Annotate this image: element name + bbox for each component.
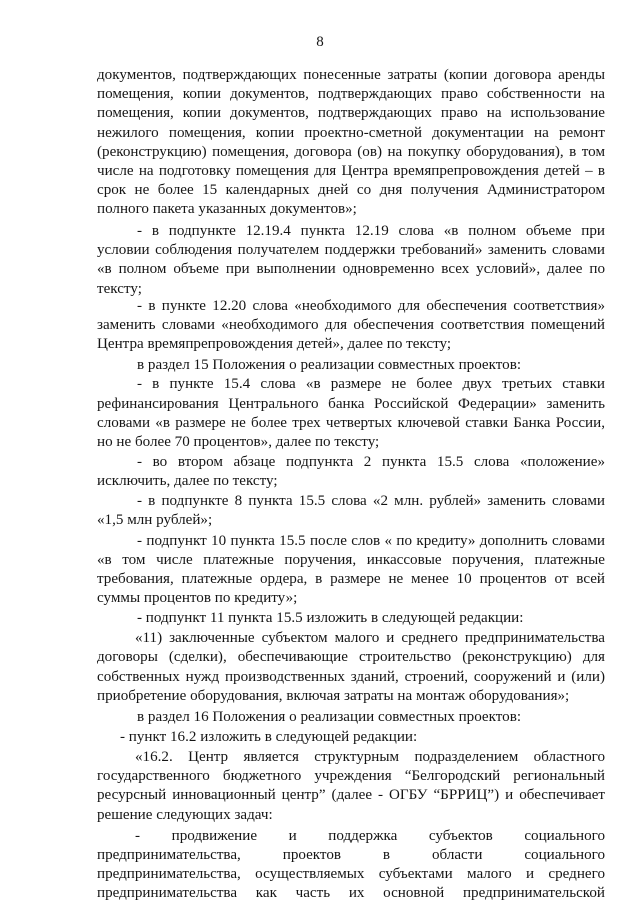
text-line: суммы процентов по кредиту»; <box>97 590 298 606</box>
text-line: заменить словами «необходимого для обеспечения соответствия помещений <box>97 317 605 333</box>
text-line: - в пункте 12.20 слова «необходимого для обеспечения соответствия» <box>137 297 605 314</box>
text-line: (реконструкцию) помещения, договора (ов) на покупку оборудования), в том <box>97 143 605 160</box>
text-line: числе на подготовку помещения для Центра времяпрепровождения детей – в <box>97 162 605 179</box>
text-line: - продвижение и поддержка субъектов социального <box>135 827 605 844</box>
text-line: договоры (сделки), обеспечивающие строительство (реконструкцию) для <box>97 649 605 666</box>
text-line: - в пункте 15.4 слова «в размере не более двух третьих ставки <box>137 376 605 393</box>
text-line: помещения, копии документов, подтверждающих право собственности на <box>97 86 605 103</box>
text-line: решение следующих задач: <box>97 806 273 823</box>
text-line: но не более 70 процентов», далее по тексту; <box>97 433 380 450</box>
text-line: - пункт 16.2 изложить в следующей редакции: <box>120 728 418 745</box>
text-line: исключить, далее по тексту; <box>97 473 278 490</box>
text-line: нежилого помещения, копии проектно-сметной документации на ремонт <box>97 124 605 141</box>
text-line: «16.2. Центр является структурным подразделением областного <box>135 749 605 765</box>
text-line: предпринимательства, осуществляемых субъектами малого и среднего <box>97 865 605 882</box>
text-line: «в полном объеме при выполнении одновременно всех условий», далее по <box>97 261 605 278</box>
text-line: срок не более 15 календарных дней со дня получения Администратором <box>97 181 605 198</box>
text-line: предпринимательства, проектов в области социального <box>97 846 605 863</box>
text-line: - подпункт 10 пункта 15.5 после слов « по кредиту» дополнить словами <box>137 532 605 549</box>
text-line: в раздел 15 Положения о реализации совместных проектов: <box>137 357 522 374</box>
text-line: требования, платежные ордера, в размере не менее 10 процентов от всей <box>97 570 605 587</box>
text-line: - во втором абзаце подпункта 2 пункта 15.5 слова «положение» <box>137 454 605 470</box>
text-line: - подпункт 11 пункта 15.5 изложить в следующей редакции: <box>137 610 524 627</box>
text-line: тексту; <box>97 280 142 297</box>
text-line: ресурсный инновационный центр” (далее - ОГБУ “БРРИЦ”) и обеспечивает <box>97 787 605 804</box>
text-line: Центра времяпрепровождения детей», далее по тексту; <box>97 336 452 353</box>
text-line: в раздел 16 Положения о реализации совместных проектов: <box>137 708 522 725</box>
text-line: государственного бюджетного учреждения “Белгородский региональный <box>97 768 605 785</box>
text-line: словами «в размере не более трех четвертых ключевой ставки Банка России, <box>97 414 605 431</box>
text-line: помещения, копии документов, подтверждающих право на использование <box>97 105 605 122</box>
text-line: - в подпункте 12.19.4 пункта 12.19 слова «в полном объеме при <box>137 223 605 240</box>
text-line: рефинансирования Центрального банка Российской Федерации» заменить <box>97 395 605 412</box>
text-line: полного пакета указанных документов»; <box>97 201 357 218</box>
text-line: «11) заключенные субъектом малого и среднего предпринимательства <box>135 630 605 647</box>
text-line: - в подпункте 8 пункта 15.5 слова «2 млн. рублей» заменить словами <box>137 493 605 510</box>
page-number: 8 <box>316 34 324 50</box>
text-line: собственных нужд производственных зданий, строений, сооружений и (или) <box>97 668 605 685</box>
text-line: «в том числе платежные поручения, инкассовые поручения, платежные <box>97 551 605 568</box>
text-line: предпринимательства как часть их основной предпринимательской <box>97 885 605 901</box>
text-line: условии соблюдения получателем поддержки требований» заменить словами <box>97 242 605 259</box>
text-line: «1,5 млн рублей»; <box>97 512 213 529</box>
text-line: приобретение оборудования, включая затраты на монтаж оборудования»; <box>97 687 570 704</box>
text-line: документов, подтверждающих понесенные затраты (копии договора аренды <box>97 67 605 83</box>
